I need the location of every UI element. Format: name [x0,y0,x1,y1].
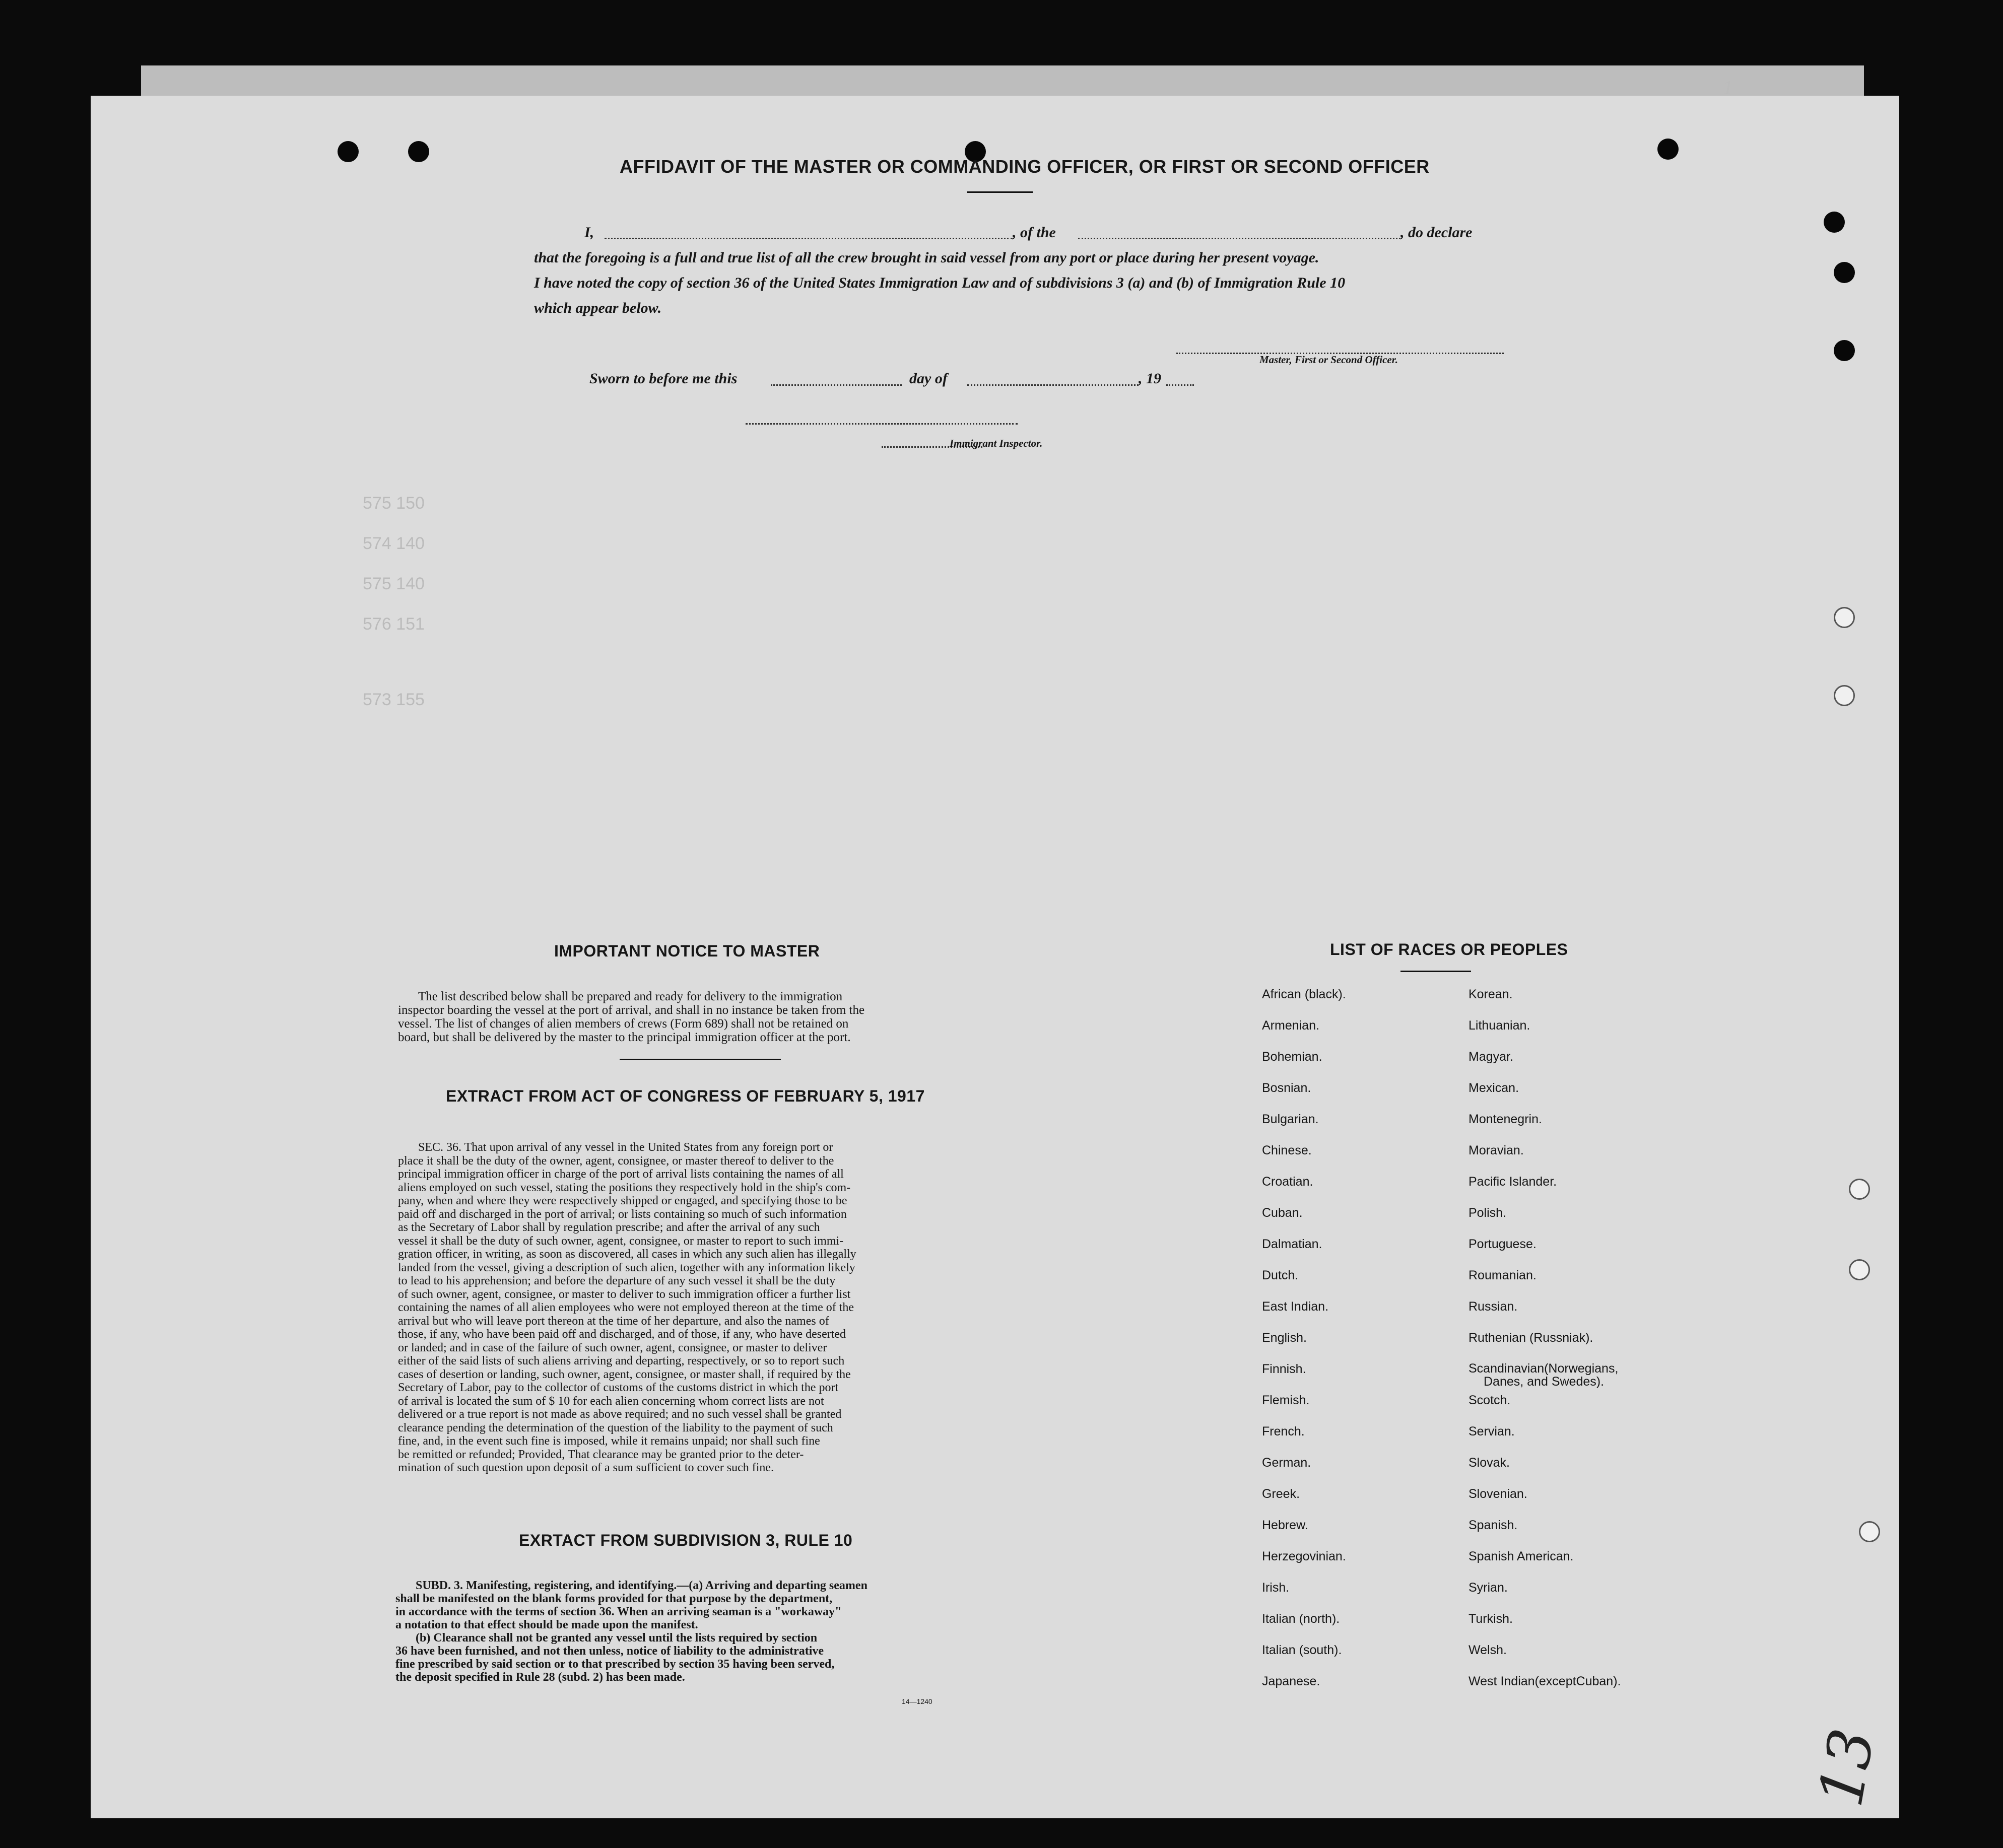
notice-line: vessel. The list of changes of alien members of crews (Form 689) shall not be retained on [398,1017,849,1031]
race-item: Chinese. [1262,1143,1312,1157]
affidavit-line-3: I have noted the copy of section 36 of the United States Immigration Law and of subdivisions 3 (a) and (b) of Immigration Rule 10 [534,275,1346,291]
bleed-through-number: 575 140 [363,574,425,593]
race-item: Slovak. [1468,1456,1510,1470]
race-item: Bosnian. [1262,1081,1311,1095]
race-item: Scotch. [1468,1393,1511,1407]
race-item: Polish. [1468,1206,1507,1220]
punch-hole [1824,212,1845,233]
rule-line: (b) Clearance shall not be granted any vessel until the lists required by section [416,1631,818,1645]
race-item: Russian. [1468,1299,1518,1314]
race-item: Japanese. [1262,1674,1320,1688]
punch-hole [338,141,359,162]
notice-line: board, but shall be delivered by the master to the principal immigration officer at the port. [398,1031,851,1044]
race-item: English. [1262,1331,1307,1345]
notice-line: The list described below shall be prepared and ready for delivery to the immigration [418,990,843,1003]
races-rule [1400,971,1471,972]
race-item: Lithuanian. [1468,1018,1530,1033]
act-line: clearance pending the determination of the question of the liability to the payment of such [398,1421,833,1434]
act-line: aliens employed on such vessel, stating the positions they respectively hold in the ship's com- [398,1181,851,1194]
affidavit-line-i: I, [584,224,594,241]
notice-line: inspector boarding the vessel at the port of arrival, and shall in no instance be taken from the [398,1003,865,1017]
act-line: those, if any, who have been paid off and discharged, and of those, if any, who have deserted [398,1328,846,1341]
race-item: Servian. [1468,1424,1515,1439]
race-item-continued: Danes, and Swedes). [1484,1375,1605,1389]
act-line: fine, and, in the event such fine is imposed, while it remains unpaid; nor shall such fine [398,1434,820,1448]
race-item: Spanish American. [1468,1549,1574,1563]
extract-rule-title: EXRTACT FROM SUBDIVISION 3, RULE 10 [519,1531,853,1549]
race-item: Spanish. [1468,1518,1518,1532]
act-line: of such owner, agent, consignee, or master to deliver to such immigration officer a further list [398,1287,851,1301]
bleed-through-number: 576 151 [363,614,425,634]
race-item: Welsh. [1468,1643,1507,1657]
signature-caption: Master, First or Second Officer. [1259,354,1398,366]
day-blank[interactable] [771,384,902,386]
race-item: African (black). [1262,987,1346,1001]
affidavit-title: AFFIDAVIT OF THE MASTER OR COMMANDING OFFICER, OR FIRST OR SECOND OFFICER [620,156,1430,177]
handwritten-page-number: 13 [1806,1724,1889,1812]
race-item: Turkish. [1468,1612,1513,1626]
act-line: delivered or a true report is not made as above required; and no such vessel shall be granted [398,1408,842,1421]
notice-title: IMPORTANT NOTICE TO MASTER [554,942,820,960]
title-rule [967,191,1033,193]
punch-hole-white [1834,607,1855,628]
race-item: Irish. [1262,1581,1290,1595]
rule-line: a notation to that effect should be made upon the manifest. [395,1618,698,1631]
act-line: or landed; and in case of the failure of such owner, agent, consignee, or master to deliver [398,1341,827,1354]
inspector-blank[interactable] [746,423,1018,425]
sworn-day: day of [909,370,948,387]
punch-hole [408,141,429,162]
race-item: Bohemian. [1262,1050,1322,1064]
race-item: French. [1262,1424,1305,1439]
race-item: Greek. [1262,1487,1300,1501]
affidavit-line-4: which appear below. [534,300,662,316]
act-line: paid off and discharged in the port of arrival; or lists containing so much of such information [398,1207,847,1221]
race-item: Italian (north). [1262,1612,1340,1626]
race-item: Herzegovinian. [1262,1549,1346,1563]
race-item: Moravian. [1468,1143,1524,1157]
act-line: of arrival is located the sum of $ 10 for each alien concerning whom correct lists are not [398,1394,824,1408]
act-line: vessel it shall be the duty of such owner, agent, consignee, or master to report to such immi- [398,1234,844,1248]
race-item: Flemish. [1262,1393,1310,1407]
act-line: either of the said lists of such aliens arriving and departing, respectively, or so to report such [398,1354,845,1367]
race-item: Pacific Islander. [1468,1175,1557,1189]
act-line: principal immigration officer in charge of the port of arrival lists containing the names of all [398,1168,844,1181]
race-item: Montenegrin. [1468,1112,1542,1126]
act-line: containing the names of all alien employees who were not employed thereon at the time of the [398,1301,854,1314]
form-number: 14—1240 [902,1697,932,1705]
punch-hole-white [1834,685,1855,706]
name-blank[interactable] [605,238,1013,239]
race-item: German. [1262,1456,1311,1470]
act-line: SEC. 36. That upon arrival of any vessel in the United States from any foreign port or [418,1141,833,1154]
rule-line: in accordance with the terms of section 36. When an arriving seaman is a "workaway" [395,1605,842,1618]
race-item: Croatian. [1262,1175,1313,1189]
bleed-through-number: 575 150 [363,494,425,513]
act-line: as the Secretary of Labor shall by regulation prescribe; and after the arrival of any such [398,1221,820,1234]
race-item: Mexican. [1468,1081,1519,1095]
rule-line: shall be manifested on the blank forms provided for that purpose by the department, [395,1592,833,1605]
act-line: pany, when and where they were respectively shipped or engaged, and specifying those to be [398,1194,847,1207]
punch-hole [1834,340,1855,361]
year-blank[interactable] [1166,384,1194,386]
race-item: Portuguese. [1468,1237,1537,1251]
rule-line: fine prescribed by said section or to that prescribed by section 35 having been served, [395,1658,835,1671]
race-item: Dalmatian. [1262,1237,1322,1251]
vessel-blank[interactable] [1078,238,1400,239]
sworn-prefix: Sworn to before me this [589,370,738,387]
act-line: gration officer, in writing, as soon as discovered, all cases in which any such alien has illegally [398,1248,856,1261]
race-item: Italian (south). [1262,1643,1342,1657]
document-page [91,96,1899,1818]
section-rule [620,1059,781,1060]
punch-hole-white [1849,1179,1870,1200]
race-item: West Indian(exceptCuban). [1468,1674,1621,1688]
bleed-through-number: 574 140 [363,534,425,553]
extract-rule-text [395,1579,992,1684]
race-item: East Indian. [1262,1299,1329,1314]
act-line: Secretary of Labor, pay to the collector of customs of the customs district in which the port [398,1381,839,1394]
extract-act-text [398,1141,992,1475]
race-item: Roumanian. [1468,1268,1537,1282]
affidavit-line-2: that the foregoing is a full and true list of all the crew brought in said vessel from any port or place during her present voyage. [534,249,1319,266]
act-line: arrival but who will leave port thereon at the time of her departure, and also the names of [398,1314,829,1328]
affidavit-line-of: , of the [1013,224,1056,241]
race-item: Finnish. [1262,1362,1306,1376]
races-title: LIST OF RACES OR PEOPLES [1330,940,1568,959]
race-item: Korean. [1468,987,1513,1001]
act-line: cases of desertion or landing, such owner, agent, consignee, or master shall, if required by the [398,1367,851,1381]
act-line: landed from the vessel, giving a description of such alien, together with any information likely [398,1261,855,1274]
races-left-column [1262,987,1346,1705]
race-item-group [1468,1362,1621,1393]
notice-text [398,990,992,1044]
bleed-through-number: 573 155 [363,690,425,709]
rule-line: the deposit specified in Rule 28 (subd. 2) has been made. [395,1671,685,1684]
month-blank[interactable] [967,384,1139,386]
race-item: Syrian. [1468,1581,1508,1595]
races-right-column [1468,987,1621,1705]
punch-hole-white [1859,1521,1880,1542]
race-item: Bulgarian. [1262,1112,1319,1126]
punch-hole-white [1849,1259,1870,1280]
affidavit-line-declare: , do declare [1400,224,1473,241]
race-item: Dutch. [1262,1268,1299,1282]
act-line: be remitted or refunded; Provided, That clearance may be granted prior to the deter- [398,1448,804,1461]
race-item: Cuban. [1262,1206,1303,1220]
act-line: to lead to his apprehension; and before the departure of any such vessel it shall be the duty [398,1274,836,1287]
race-item: Magyar. [1468,1050,1513,1064]
extract-act-title: EXTRACT FROM ACT OF CONGRESS OF FEBRUARY 5, 1917 [446,1087,925,1105]
sworn-year: , 19 [1139,370,1161,387]
act-line: mination of such question upon deposit of a sum sufficient to cover such fine. [398,1461,774,1474]
rule-line: 36 have been furnished, and not then unless, notice of liability to the administrative [395,1645,824,1658]
race-item: Hebrew. [1262,1518,1308,1532]
punch-hole [1657,139,1679,160]
race-item: Scandinavian(Norwegians, [1468,1361,1619,1376]
race-item: Ruthenian (Russniak). [1468,1331,1593,1345]
punch-hole [1834,262,1855,283]
corner-number: 1 [1723,76,1733,99]
act-line: place it shall be the duty of the owner, agent, consignee, or master thereof to deliver to the [398,1154,834,1168]
race-item: Slovenian. [1468,1487,1527,1501]
inspector-caption: Immigrant Inspector. [950,437,1043,449]
race-item: Armenian. [1262,1018,1319,1033]
rule-line: SUBD. 3. Manifesting, registering, and identifying.—(a) Arriving and departing seamen [416,1579,867,1592]
